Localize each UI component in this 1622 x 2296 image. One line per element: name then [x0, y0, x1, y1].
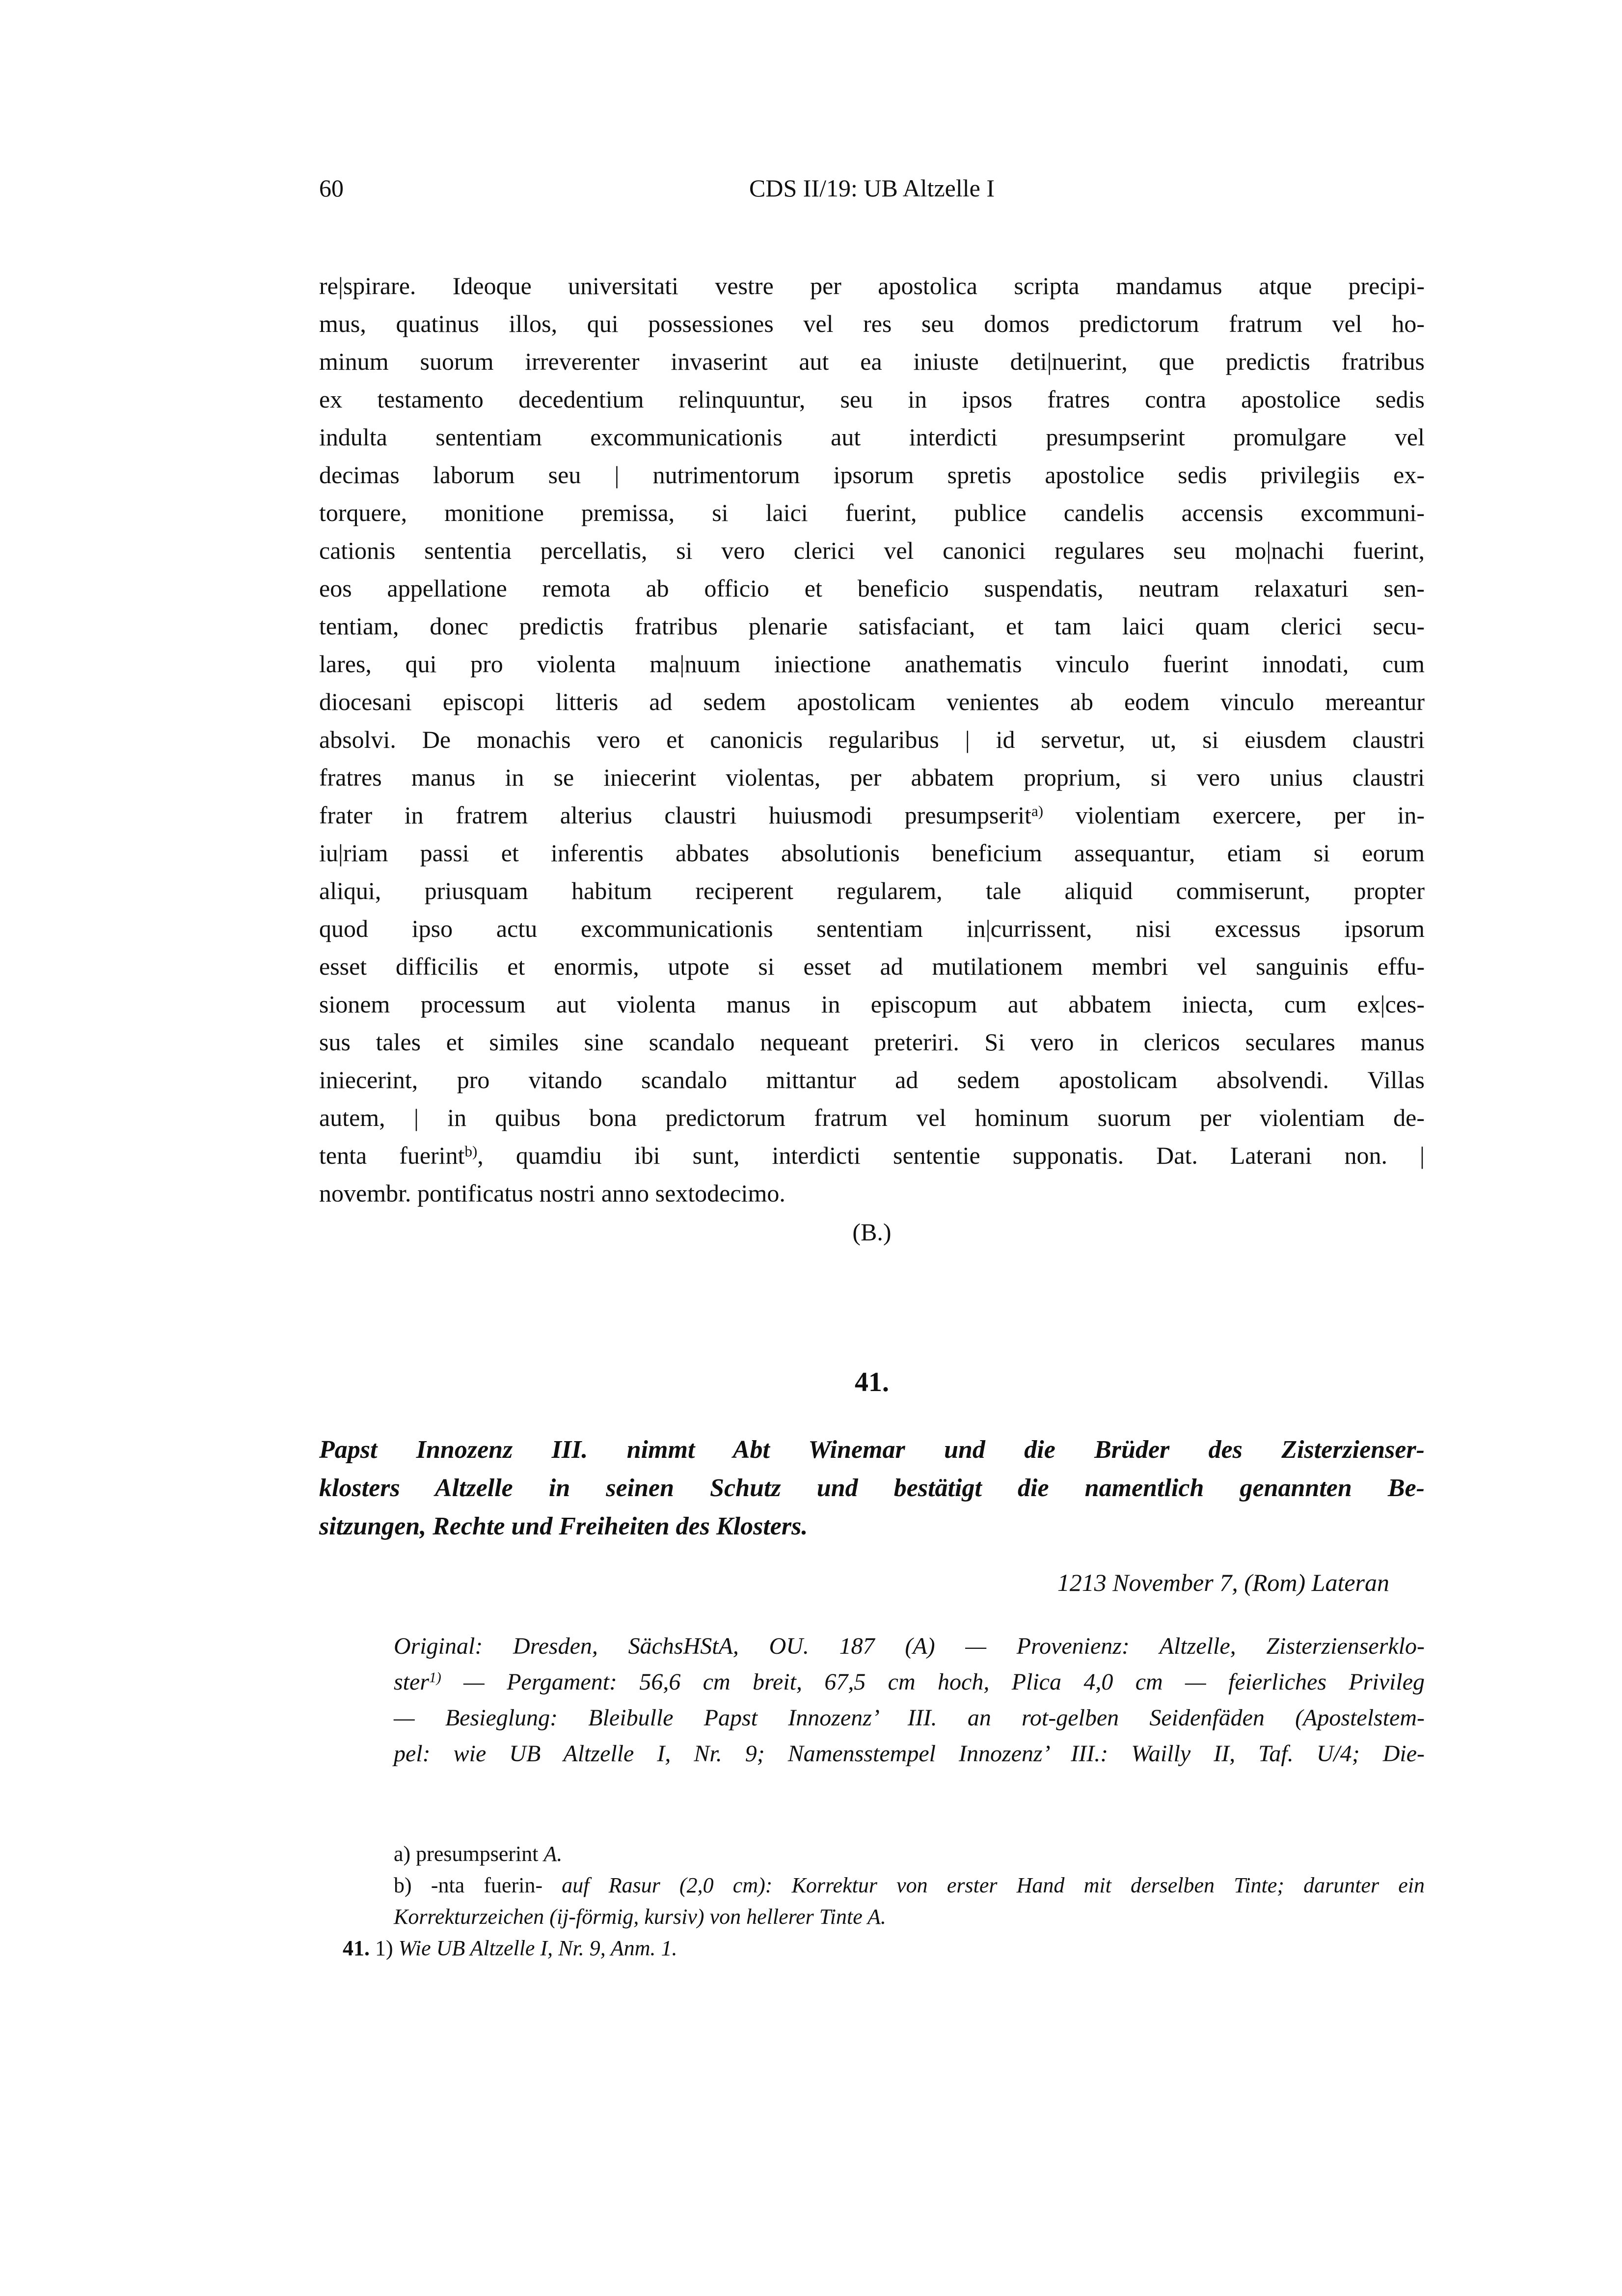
body-line: absolvi. De monachis vero et canonicis regularibus | id servetur, ut, si eiusdem claustri — [319, 726, 1425, 753]
body-line: cationis sententia percellatis, si vero clerici vel canonici regulares seu mo|nachi fuerint, — [319, 537, 1425, 564]
entry-number: 41. — [855, 1367, 889, 1397]
entry-description — [394, 1628, 1425, 1772]
body-line: ex testamento decedentium relinquuntur, seu in ipsos fratres contra apostolice sedis — [319, 385, 1425, 413]
entry-number-ref: 41. — [343, 1936, 370, 1960]
editorial-note: auf Rasur (2,0 cm): Korrektur von erster Hand mit derselben Tinte; darunter ein — [562, 1873, 1425, 1897]
manuscript-siglum: A. — [543, 1842, 563, 1866]
body-line: diocesani episcopi litteris ad sedem apostolicam venientes ab eodem vinculo mereantur — [319, 688, 1425, 715]
charter-signature: (B.) — [852, 1218, 892, 1246]
body-line: iniecerint, pro vitando scandalo mittantur ad sedem apostolicam absolvendi. Villas — [319, 1066, 1425, 1093]
editorial-note: Wie UB Altzelle I, Nr. 9, Anm. 1. — [398, 1936, 677, 1960]
footnote-b: b) -nta fuerin- auf Rasur (2,0 cm): Korrektur von erster Hand mit derselben Tinte; darunter ein — [394, 1873, 1425, 1897]
footnote-ref-b: b) — [464, 1142, 478, 1160]
body-line: novembr. pontificatus nostri anno sextodecimo. — [319, 1179, 785, 1207]
body-line: autem, | in quibus bona predictorum fratrum vel hominum suorum per violentiam de- — [319, 1104, 1425, 1131]
body-line: iu|riam passi et inferentis abbates absolutionis beneficium assequantur, etiam si eorum — [319, 839, 1425, 867]
entry-dateline: 1213 November 7, (Rom) Lateran — [1057, 1569, 1389, 1596]
body-line: lares, qui pro violenta ma|nuum iniectione anathematis vinculo fuerint innodati, cum — [319, 650, 1425, 678]
body-line: quod ipso actu excommunicationis sententiam in|currissent, nisi excessus ipsorum — [319, 915, 1425, 942]
body-line: aliqui, priusquam habitum reciperent regularem, tale aliquid commiserunt, propter — [319, 877, 1425, 904]
page-number: 60 — [319, 174, 344, 202]
footnote-b-continuation — [394, 1901, 1425, 1933]
desc-line: Original: Dresden, SächsHStA, OU. 187 (A) — Provenienz: Altzelle, Zisterzienserklo- — [394, 1633, 1425, 1659]
footnotes — [343, 1838, 1425, 1964]
running-head-title: CDS II/19: UB Altzelle I — [749, 174, 995, 202]
body-line: indulta sententiam excommunicationis aut interdicti presumpserint promulgare vel — [319, 423, 1425, 451]
body-line: minum suorum irreverenter invaserint aut ea iniuste deti|nuerint, que predictis fratribus — [319, 348, 1425, 375]
heading-line: klosters Altzelle in seinen Schutz und bestätigt die namentlich genannten Be- — [319, 1474, 1425, 1502]
text-block — [319, 0, 1425, 1964]
body-line: sionem processum aut violenta manus in episcopum aut abbatem iniecta, cum ex|ces- — [319, 990, 1425, 1018]
desc-line: pel: wie UB Altzelle I, Nr. 9; Namensstempel Innozenz’ III.: Wailly II, Taf. U/4; Die- — [394, 1741, 1425, 1767]
body-line: decimas laborum seu | nutrimentorum ipsorum spretis apostolice sedis privilegiis ex- — [319, 461, 1425, 489]
body-line: frater in fratrem alterius claustri huiusmodi presumpserit$^{a)}$ violentiam exercere, per in- — [319, 801, 1425, 829]
body-line: tenta fuerint$^{b)}$, quamdiu ibi sunt, interdicti sententie supponatis. Dat. Laterani non. | — [319, 1142, 1425, 1169]
desc-line: ster$^{1)}$ — Pergament: 56,6 cm breit, 67,5 cm hoch, Plica 4,0 cm — feierliches Privileg — [394, 1669, 1425, 1695]
footnote-ref-1: 1) — [429, 1669, 441, 1686]
body-line: tentiam, donec predictis fratribus plenarie satisfaciant, et tam laici quam clerici secu- — [319, 612, 1425, 640]
heading-line: Papst Innozenz III. nimmt Abt Winemar und die Brüder des Zisterzienser- — [319, 1436, 1425, 1464]
footnote-ref-a: a) — [1031, 802, 1044, 820]
body-line: esset difficilis et enormis, utpote si esset ad mutilationem membri vel sanguinis effu- — [319, 953, 1425, 980]
editorial-note: Korrekturzeichen (ij-förmig, kursiv) von hellerer Tinte A. — [394, 1905, 886, 1929]
running-head — [319, 173, 1425, 203]
body-line: sus tales et similes sine scandalo nequeant preteriri. Si vero in clericos seculares manus — [319, 1028, 1425, 1056]
body-line: eos appellatione remota ab officio et beneficio suspendatis, neutram relaxaturi sen- — [319, 574, 1425, 602]
entry-heading — [319, 1431, 1425, 1546]
footnote-1: 41. 1) Wie UB Altzelle I, Nr. 9, Anm. 1. — [343, 1936, 677, 1960]
heading-line: sitzungen, Rechte und Freiheiten des Klosters. — [319, 1512, 808, 1540]
footnote-a: a) presumpserint A. — [394, 1842, 563, 1866]
charter-text — [319, 267, 1425, 1212]
body-line: re|spirare. Ideoque universitati vestre per apostolica scripta mandamus atque precipi- — [319, 272, 1425, 300]
body-line: torquere, monitione premissa, si laici fuerint, publice candelis accensis excommuni- — [319, 499, 1425, 526]
desc-line: — Besieglung: Bleibulle Papst Innozenz’ III. an rot-gelben Seidenfäden (Apostelstem- — [394, 1705, 1425, 1731]
body-line: mus, quatinus illos, qui possessiones vel res seu domos predictorum fratrum vel ho- — [319, 310, 1425, 337]
body-line: fratres manus in se iniecerint violentas, per abbatem proprium, si vero unius claustri — [319, 764, 1425, 791]
